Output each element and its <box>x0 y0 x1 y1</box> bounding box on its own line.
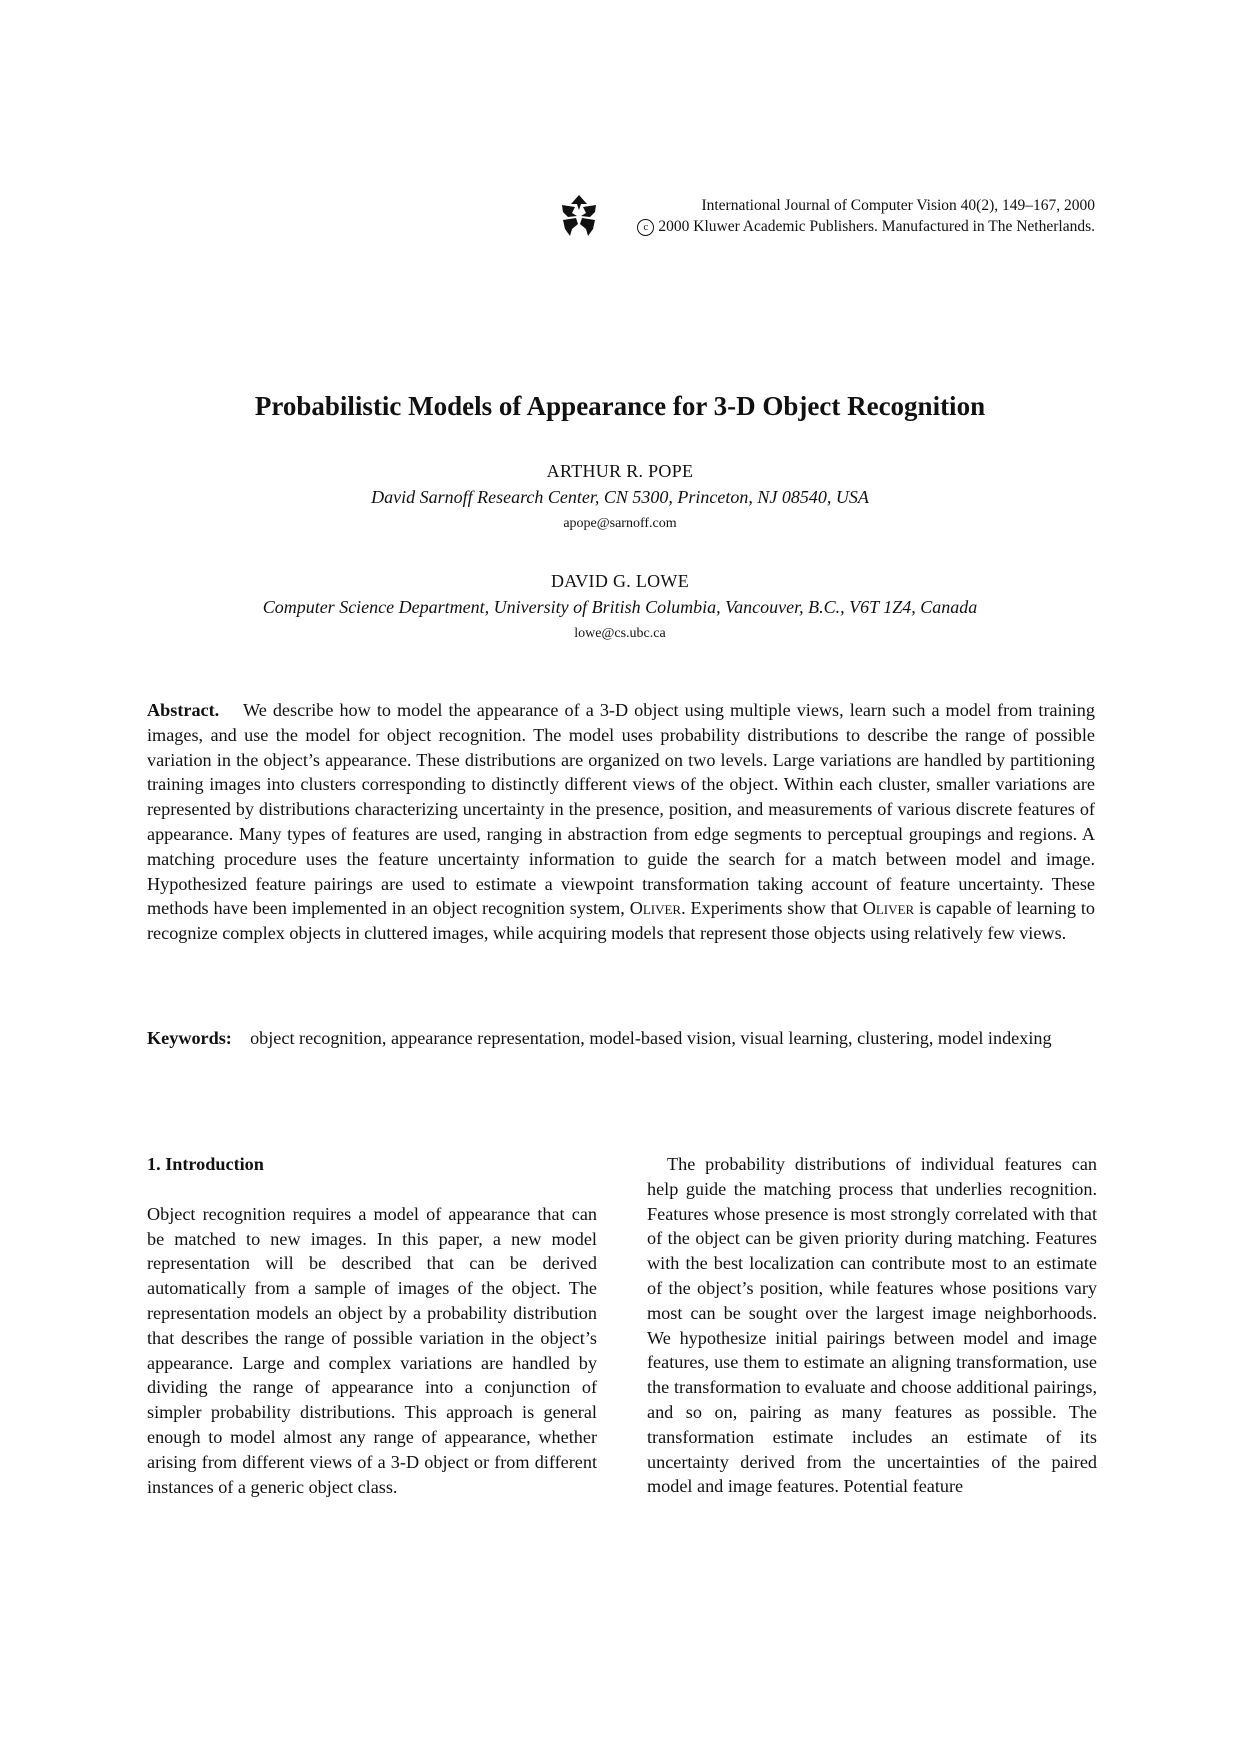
author-affiliation: Computer Science Department, University of British Columbia, Vancouver, B.C., V6T 1Z4, Canada <box>262 597 978 617</box>
abstract-text: We describe how to model the appearance of a 3-D object using multiple views, learn such a model from training images, and use the model for object recognition. The model uses probability distributions to describe the range of possible variation in the object’s appearance. These distributions are organized on two levels. Large variations are handled by partitioning training images into clusters corresponding to distinctly different views of the object. Within each cluster, smaller variations are represented by distributions characterizing uncertainty in the presence, position, and measurements of various discrete features of appearance. Many types of features are used, ranging in abstraction from edge segments to perceptual groupings and regions. A matching procedure uses the feature uncertainty information to guide the search for a match between model and image. Hypothesized feature pairings are used to estimate a viewpoint transformation taking account of feature uncertainty. These methods have been implemented in an object recognition system, <box>147 700 1095 919</box>
author-block-lowe <box>0 568 1240 648</box>
abstract-label: Abstract. <box>147 700 220 720</box>
body-paragraph: The probability distributions of individual features can help guide the matching process that underlies recognition. Features whose presence is most strongly correlated with that of the object can be given priority during matching. Features with the best localization can contribute most to an estimate of the object’s position, while features whose positions vary most can be sought over the largest image neighborhoods. We hypothesize initial pairings between model and image features, use them to estimate an aligning transformation, use the transformation to evaluate and choose additional pairings, and so on, pairing as many features as possible. The transformation estimate includes an estimate of its uncertainty derived from the uncertainties of the paired model and image features. Potential feature <box>647 1154 1097 1497</box>
journal-line: International Journal of Computer Vision 40(2), 149–167, 2000 <box>701 197 1095 214</box>
section-heading: 1. Introduction <box>147 1154 264 1174</box>
copyright-line <box>637 216 1095 237</box>
journal-header <box>560 193 1095 239</box>
body-paragraph: Object recognition requires a model of appearance that can be matched to new images. In this paper, a new model representation will be described that can be derived automatically from a sample of images of the object. The representation models an object by a probability distribution that describes the range of possible variation in the object’s appearance. Large and complex variations are handled by dividing the range of appearance into a conjunction of simpler probability distributions. This approach is general enough to model almost any range of appearance, whether arising from different views of a 3-D object or from different instances of a generic object class. <box>147 1203 597 1497</box>
left-column <box>147 1152 597 1499</box>
copyright-symbol: c <box>637 219 654 236</box>
keywords <box>147 1026 1095 1051</box>
journal-citation <box>637 195 1095 237</box>
author-email: apope@sarnoff.com <box>563 516 677 531</box>
system-name: Oliver <box>629 898 682 919</box>
author-affiliation: David Sarnoff Research Center, CN 5300, Princeton, NJ 08540, USA <box>371 487 869 507</box>
system-name: Oliver <box>862 898 915 919</box>
keywords-text: object recognition, appearance representation, model-based vision, visual learning, clustering, model indexing <box>250 1028 1052 1048</box>
abstract-text: . Experiments show that <box>681 898 858 919</box>
keywords-label: Keywords: <box>147 1028 232 1048</box>
copyright-text: 2000 Kluwer Academic Publishers. Manufactured in The Netherlands. <box>658 218 1095 235</box>
paper-title: Probabilistic Models of Appearance for 3-D Object Recognition <box>254 391 986 421</box>
abstract <box>147 698 1095 946</box>
abstract-text: is capable of learning to recognize complex objects in cluttered images, while acquiring models that represent those objects using relatively few views. <box>147 898 1096 944</box>
right-column <box>647 1152 1097 1499</box>
author-name: DAVID G. LOWE <box>550 571 690 591</box>
author-email: lowe@cs.ubc.ca <box>574 626 666 641</box>
author-name: ARTHUR R. POPE <box>546 461 694 481</box>
publisher-logo-icon <box>560 193 598 239</box>
author-block-pope <box>0 458 1240 538</box>
